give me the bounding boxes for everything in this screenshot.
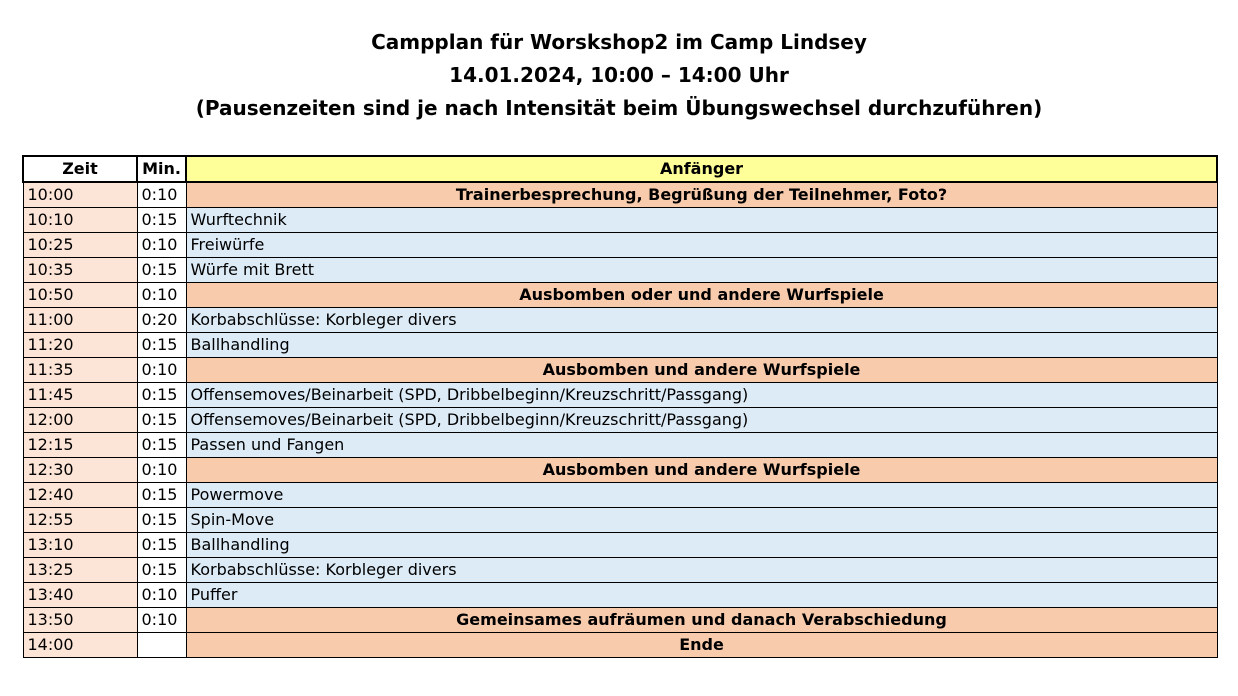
time-cell: 10:10 [23,208,137,233]
minutes-cell: 0:10 [137,233,186,258]
minutes-cell: 0:15 [137,208,186,233]
time-cell: 11:35 [23,358,137,383]
table-row [23,483,1217,508]
time-cell: 10:25 [23,233,137,258]
activity-cell: Ausbomben und andere Wurfspiele [186,458,1217,483]
column-header-time: Zeit [23,156,137,182]
minutes-cell: 0:15 [137,558,186,583]
table-row [23,358,1217,383]
time-cell: 13:50 [23,608,137,633]
minutes-cell: 0:15 [137,533,186,558]
table-row [23,433,1217,458]
table-row [23,633,1217,658]
table-row [23,208,1217,233]
activity-cell: Offensemoves/Beinarbeit (SPD, Dribbelbeginn/Kreuzschritt/Passgang) [186,408,1217,433]
time-cell: 11:20 [23,333,137,358]
minutes-cell: 0:15 [137,508,186,533]
time-cell: 12:55 [23,508,137,533]
time-cell: 13:40 [23,583,137,608]
time-cell: 12:30 [23,458,137,483]
activity-cell: Powermove [186,483,1217,508]
activity-cell: Spin-Move [186,508,1217,533]
activity-cell: Trainerbesprechung, Begrüßung der Teilnehmer, Foto? [186,182,1217,208]
minutes-cell: 0:10 [137,358,186,383]
table-row [23,258,1217,283]
activity-cell: Passen und Fangen [186,433,1217,458]
activity-cell: Ballhandling [186,533,1217,558]
activity-cell: Ende [186,633,1217,658]
date-line: 14.01.2024, 10:00 – 14:00 Uhr [449,63,789,87]
table-row [23,608,1217,633]
table-row [23,508,1217,533]
document-header [0,26,1238,125]
table-row [23,458,1217,483]
table-row [23,233,1217,258]
minutes-cell: 0:10 [137,608,186,633]
minutes-cell: 0:15 [137,408,186,433]
activity-cell: Ballhandling [186,333,1217,358]
table-row [23,333,1217,358]
time-cell: 11:00 [23,308,137,333]
table-row [23,383,1217,408]
table-row [23,558,1217,583]
table-row [23,583,1217,608]
time-cell: 13:10 [23,533,137,558]
page-title: Campplan für Worskshop2 im Camp Lindsey [371,30,867,54]
minutes-cell: 0:15 [137,433,186,458]
minutes-cell: 0:10 [137,583,186,608]
activity-cell: Puffer [186,583,1217,608]
column-header-activity: Anfänger [186,156,1217,182]
table-row [23,408,1217,433]
time-cell: 13:25 [23,558,137,583]
time-cell: 11:45 [23,383,137,408]
minutes-cell: 0:10 [137,283,186,308]
table-row [23,533,1217,558]
activity-cell: Ausbomben oder und andere Wurfspiele [186,283,1217,308]
time-cell: 10:00 [23,182,137,208]
minutes-cell: 0:15 [137,383,186,408]
activity-cell: Gemeinsames aufräumen und danach Verabschiedung [186,608,1217,633]
minutes-cell: 0:10 [137,458,186,483]
minutes-cell [137,633,186,658]
minutes-cell: 0:15 [137,258,186,283]
note-line: (Pausenzeiten sind je nach Intensität beim Übungswechsel durchzuführen) [195,96,1043,120]
time-cell: 10:50 [23,283,137,308]
activity-cell: Offensemoves/Beinarbeit (SPD, Dribbelbeginn/Kreuzschritt/Passgang) [186,383,1217,408]
time-cell: 12:40 [23,483,137,508]
activity-cell: Freiwürfe [186,233,1217,258]
activity-cell: Korbabschlüsse: Korbleger divers [186,308,1217,333]
activity-cell: Wurftechnik [186,208,1217,233]
table-header-row [23,156,1217,182]
minutes-cell: 0:15 [137,483,186,508]
table-row [23,308,1217,333]
activity-cell: Würfe mit Brett [186,258,1217,283]
minutes-cell: 0:10 [137,182,186,208]
table-row [23,283,1217,308]
table-row [23,182,1217,208]
activity-cell: Korbabschlüsse: Korbleger divers [186,558,1217,583]
time-cell: 12:00 [23,408,137,433]
minutes-cell: 0:15 [137,333,186,358]
schedule-table [22,155,1218,658]
time-cell: 12:15 [23,433,137,458]
column-header-minutes: Min. [137,156,186,182]
minutes-cell: 0:20 [137,308,186,333]
activity-cell: Ausbomben und andere Wurfspiele [186,358,1217,383]
time-cell: 10:35 [23,258,137,283]
time-cell: 14:00 [23,633,137,658]
